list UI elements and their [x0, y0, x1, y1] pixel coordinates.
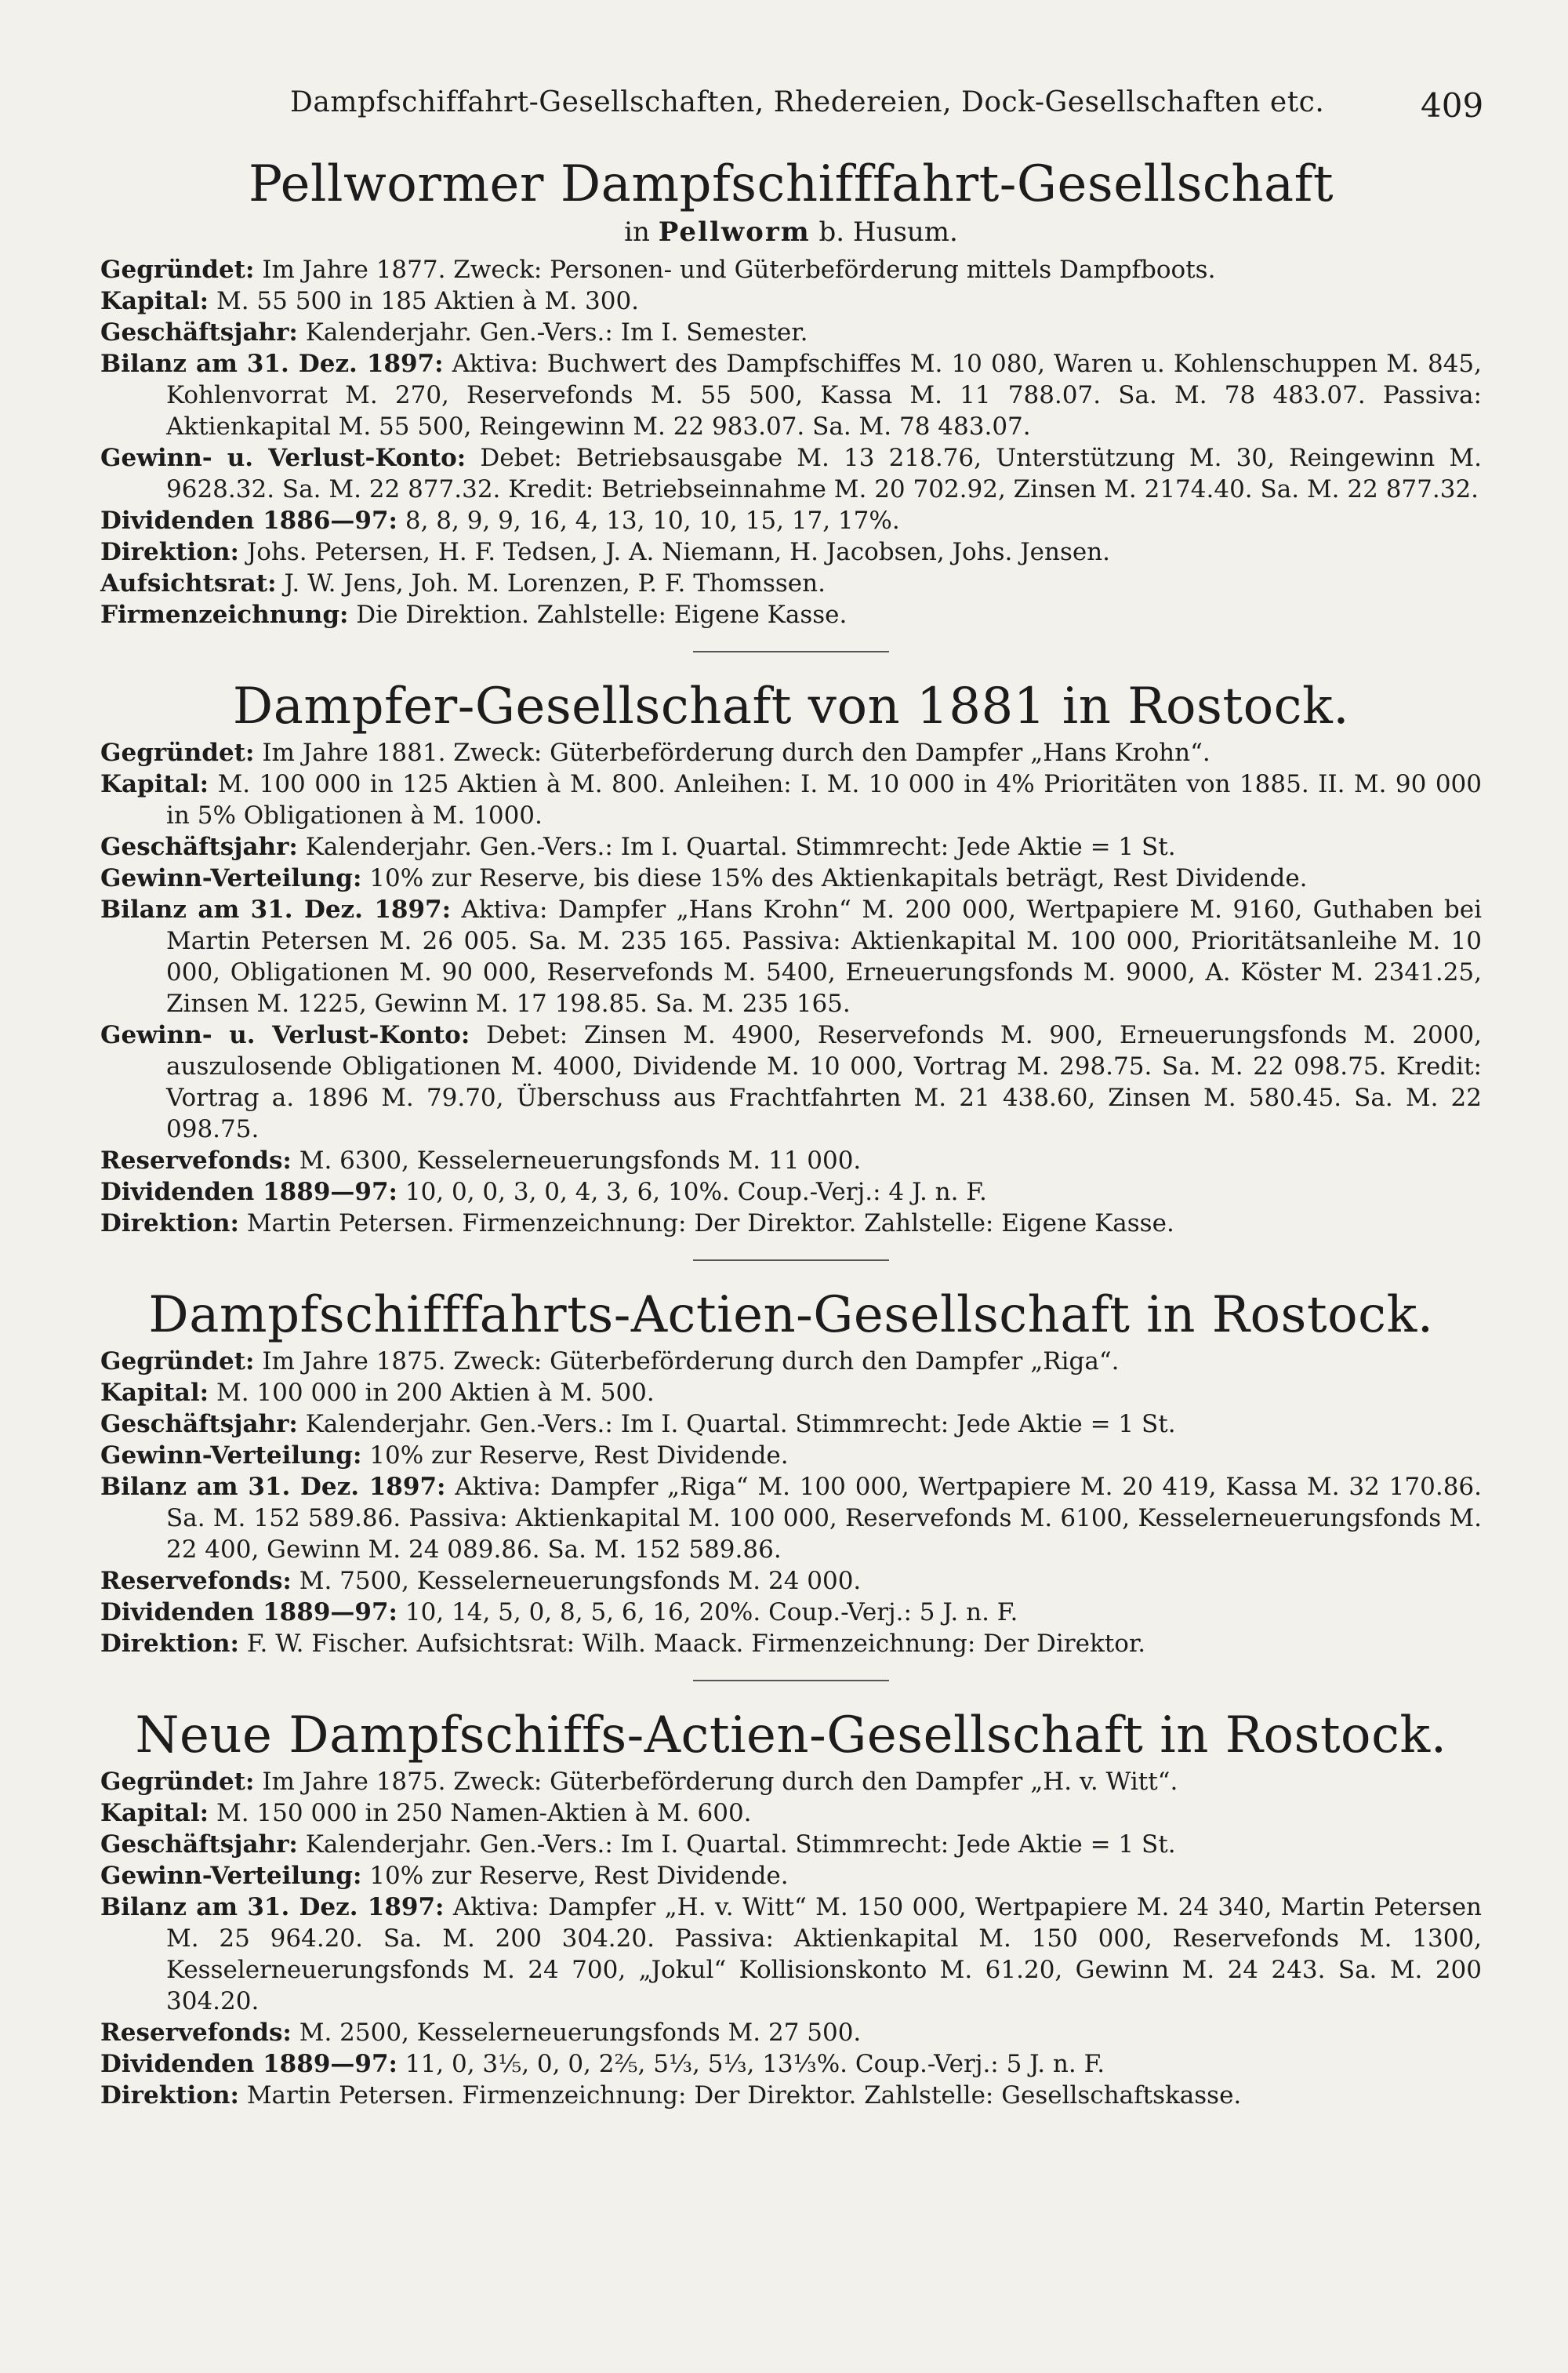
entry-text: Im Jahre 1875. Zweck: Güterbeförderung durch den Dampfer „Riga“.: [262, 1347, 1120, 1375]
company-title: Dampfschifffahrts-Actien-Gesellschaft in Rostock.: [148, 1286, 1434, 1344]
entry-fiscal-year: [100, 831, 1482, 863]
entry-founded: [100, 1766, 1482, 1797]
entry-balance: [100, 1471, 1482, 1565]
entry-label: Direktion:: [100, 538, 239, 566]
entry-founded: [100, 254, 1482, 285]
entry-dividends: [100, 505, 1482, 536]
entry-label: Firmenzeichnung:: [100, 601, 349, 629]
entry-fiscal-year: [100, 1829, 1482, 1860]
entry-label: Kapital:: [100, 1379, 209, 1407]
entry-label: Bilanz am 31. Dez. 1897:: [100, 1893, 445, 1921]
location-place: Pellworm: [658, 216, 811, 248]
section-divider: [693, 1680, 889, 1681]
entry-text: M. 2500, Kesselerneuerungsfonds M. 27 500.: [299, 2019, 862, 2047]
entry-label: Gegründet:: [100, 256, 255, 284]
company-title: Neue Dampfschiffs-Actien-Gesellschaft in Rostock.: [135, 1706, 1447, 1764]
entry-profit-loss: [100, 442, 1482, 505]
entry-fiscal-year: [100, 1408, 1482, 1440]
running-head: [0, 86, 1568, 133]
company-location: [100, 215, 1482, 249]
entry-label: Dividenden 1886—97:: [100, 507, 397, 535]
entry-profit-distribution: [100, 863, 1482, 894]
entry-label: Reservefonds:: [100, 1147, 292, 1175]
entry-text: Johs. Petersen, H. F. Tedsen, J. A. Niemann, H. Jacobsen, Johs. Jensen.: [246, 538, 1111, 566]
entry-text: 8, 8, 9, 9, 16, 4, 13, 10, 10, 15, 17, 17%.: [405, 507, 900, 535]
entry-label: Reservefonds:: [100, 2019, 292, 2047]
page-content: [100, 154, 1482, 2111]
entry-signature: [100, 599, 1482, 630]
entry-label: Geschäftsjahr:: [100, 833, 298, 861]
entry-supervisory-board: [100, 568, 1482, 599]
company-section-rostock-1875: [100, 1285, 1482, 1659]
entry-text: Kalenderjahr. Gen.-Vers.: Im I. Quartal. Stimmrecht: Jede Aktie = 1 St.: [305, 833, 1176, 861]
entry-reserve-funds: [100, 2017, 1482, 2048]
entry-text: Kalenderjahr. Gen.-Vers.: Im I. Semester.: [305, 318, 808, 347]
section-divider: [693, 1259, 889, 1261]
entry-text: 10% zur Reserve, Rest Dividende.: [369, 1862, 789, 1890]
entry-text: F. W. Fischer. Aufsichtsrat: Wilh. Maack. Firmenzeichnung: Der Direktor.: [246, 1630, 1146, 1658]
entry-label: Bilanz am 31. Dez. 1897:: [100, 896, 452, 924]
entry-text: Im Jahre 1881. Zweck: Güterbeförderung durch den Dampfer „Hans Krohn“.: [262, 739, 1210, 767]
entry-capital: [100, 1377, 1482, 1408]
entry-label: Kapital:: [100, 770, 209, 798]
running-head-title: Dampfschiffahrt-Gesellschaften, Rhedereien, Dock-Gesellschaften etc.: [290, 86, 1325, 118]
entry-text: Debet: Betriebsausgabe M. 13 218.76, Unterstützung M. 30, Reingewinn M. 9628.32. Sa. M. 22 877.32. Kredit: Betriebseinnahme M. 20 702.92, Zinsen M. 2174.40. Sa. M. 22 877.32.: [166, 444, 1482, 503]
entry-label: Bilanz am 31. Dez. 1897:: [100, 1473, 446, 1501]
entry-dividends: [100, 1597, 1482, 1628]
entry-label: Geschäftsjahr:: [100, 1410, 298, 1438]
location-suffix: b. Husum.: [818, 216, 958, 248]
entry-capital: [100, 285, 1482, 317]
entry-label: Dividenden 1889—97:: [100, 2050, 397, 2078]
entry-text: Martin Petersen. Firmenzeichnung: Der Direktor. Zahlstelle: Eigene Kasse.: [246, 1209, 1174, 1237]
entry-label: Bilanz am 31. Dez. 1897:: [100, 350, 444, 378]
entry-reserve-funds: [100, 1145, 1482, 1176]
entry-label: Geschäftsjahr:: [100, 1830, 298, 1859]
entry-capital: [100, 1797, 1482, 1829]
entry-board: [100, 1628, 1482, 1659]
entry-label: Kapital:: [100, 287, 209, 315]
company-section-pellworm: [100, 154, 1482, 630]
entry-text: 10, 0, 0, 3, 0, 4, 3, 6, 10%. Coup.-Verj.: 4 J. n. F.: [405, 1178, 987, 1206]
entry-label: Dividenden 1889—97:: [100, 1178, 397, 1206]
entry-label: Kapital:: [100, 1799, 209, 1827]
entry-text: M. 7500, Kesselerneuerungsfonds M. 24 000.: [299, 1567, 862, 1595]
entry-founded: [100, 737, 1482, 769]
entry-label: Gegründet:: [100, 1347, 255, 1375]
entry-founded: [100, 1346, 1482, 1377]
entry-label: Geschäftsjahr:: [100, 318, 298, 347]
entry-board: [100, 2080, 1482, 2111]
entry-text: 10, 14, 5, 0, 8, 5, 6, 16, 20%. Coup.-Verj.: 5 J. n. F.: [405, 1598, 1018, 1626]
entry-text: M. 150 000 in 250 Namen-Aktien à M. 600.: [216, 1799, 752, 1827]
entry-label: Direktion:: [100, 1630, 239, 1658]
location-prefix: in: [624, 216, 650, 248]
company-title: Pellwormer Dampfschifffahrt-Gesellschaft: [248, 155, 1334, 213]
entry-balance: [100, 894, 1482, 1019]
section-divider: [693, 651, 889, 652]
entry-dividends: [100, 1176, 1482, 1208]
entry-text: M. 6300, Kesselerneuerungsfonds M. 11 000.: [299, 1147, 862, 1175]
entry-text: Aktiva: Buchwert des Dampfschiffes M. 10 080, Waren u. Kohlenschuppen M. 845, Kohlenvorrat M. 270, Reservefonds M. 55 500, Kassa M. 11 788.07. Sa. M. 78 483.07. Passiva: Aktienkapital M. 55 500, Reingewinn M. 22 983.07. Sa. M. 78 483.07.: [166, 350, 1482, 441]
entry-text: Kalenderjahr. Gen.-Vers.: Im I. Quartal. Stimmrecht: Jede Aktie = 1 St.: [305, 1830, 1176, 1859]
entry-dividends: [100, 2048, 1482, 2080]
entry-label: Gegründet:: [100, 1768, 255, 1796]
entry-label: Reservefonds:: [100, 1567, 292, 1595]
entry-text: M. 100 000 in 200 Aktien à M. 500.: [216, 1379, 655, 1407]
entry-label: Direktion:: [100, 2081, 239, 2110]
entry-text: Im Jahre 1875. Zweck: Güterbeförderung durch den Dampfer „H. v. Witt“.: [262, 1768, 1178, 1796]
entry-profit-loss: [100, 1019, 1482, 1145]
entry-text: Martin Petersen. Firmenzeichnung: Der Direktor. Zahlstelle: Gesellschaftskasse.: [246, 2081, 1242, 2110]
entry-profit-distribution: [100, 1860, 1482, 1891]
entry-board: [100, 536, 1482, 568]
page-number: 409: [1421, 86, 1484, 125]
entry-text: 10% zur Reserve, bis diese 15% des Aktienkapitals beträgt, Rest Dividende.: [369, 864, 1308, 892]
company-title: Dampfer-Gesellschaft von 1881 in Rostock.: [232, 678, 1350, 736]
entry-text: J. W. Jens, Joh. M. Lorenzen, P. F. Thomssen.: [284, 569, 826, 598]
entry-text: Im Jahre 1877. Zweck: Personen- und Güterbeförderung mittels Dampfboots.: [262, 256, 1216, 284]
entry-board: [100, 1208, 1482, 1239]
entry-text: Kalenderjahr. Gen.-Vers.: Im I. Quartal. Stimmrecht: Jede Aktie = 1 St.: [305, 1410, 1176, 1438]
entry-text: Aktiva: Dampfer „H. v. Witt“ M. 150 000, Wertpapiere M. 24 340, Martin Petersen M. 25 964.20. Sa. M. 200 304.20. Passiva: Aktienkapital M. 150 000, Reservefonds M. 1300, Kesselerneuerungsfonds M. 24 700, „Jokul“ Kollisionskonto M. 61.20, Gewinn M. 24 243. Sa. M. 200 304.20.: [166, 1893, 1483, 2015]
entry-balance: [100, 348, 1482, 442]
entry-label: Gewinn-Verteilung:: [100, 1441, 362, 1470]
entry-label: Gewinn-Verteilung:: [100, 864, 362, 892]
entry-text: Die Direktion. Zahlstelle: Eigene Kasse.: [356, 601, 848, 629]
entry-text: Aktiva: Dampfer „Riga“ M. 100 000, Wertpapiere M. 20 419, Kassa M. 32 170.86. Sa. M. 152 589.86. Passiva: Aktienkapital M. 100 000, Reservefonds M. 6100, Kesselerneuerungsfonds M. 22 400, Gewinn M. 24 089.86. Sa. M. 152 589.86.: [166, 1473, 1482, 1564]
company-section-neue-rostock: [100, 1705, 1482, 2111]
entry-text: Debet: Zinsen M. 4900, Reservefonds M. 900, Erneuerungsfonds M. 2000, auszulosende Obligationen M. 4000, Dividende M. 10 000, Vortrag M. 298.75. Sa. M. 22 098.75. Kredit: Vortrag a. 1896 M. 79.70, Überschuss aus Frachtfahrten M. 21 438.60, Zinsen M. 580.45. Sa. M. 22 098.75.: [166, 1021, 1483, 1143]
entry-label: Dividenden 1889—97:: [100, 1598, 397, 1626]
entry-text: 10% zur Reserve, Rest Dividende.: [369, 1441, 789, 1470]
entry-text: Aktiva: Dampfer „Hans Krohn“ M. 200 000, Wertpapiere M. 9160, Guthaben bei Martin Petersen M. 26 005. Sa. M. 235 165. Passiva: Aktienkapital M. 100 000, Prioritätsanleihe M. 10 000, Obligationen M. 90 000, Reservefonds M. 5400, Erneuerungsfonds M. 9000, A. Köster M. 2341.25, Zinsen M. 1225, Gewinn M. 17 198.85. Sa. M. 235 165.: [166, 896, 1482, 1018]
entry-balance: [100, 1891, 1482, 2017]
entry-fiscal-year: [100, 317, 1482, 348]
company-section-rostock-1881: [100, 676, 1482, 1239]
entry-reserve-funds: [100, 1565, 1482, 1597]
entry-text: M. 100 000 in 125 Aktien à M. 800. Anleihen: I. M. 10 000 in 4% Prioritäten von 1885. II. M. 90 000 in 5% Obligationen à M. 1000.: [166, 770, 1482, 830]
entry-label: Gewinn-Verteilung:: [100, 1862, 362, 1890]
entry-text: M. 55 500 in 185 Aktien à M. 300.: [216, 287, 640, 315]
entry-text: 11, 0, 3⅕, 0, 0, 2⅖, 5⅓, 5⅓, 13⅓%. Coup.-Verj.: 5 J. n. F.: [405, 2050, 1105, 2078]
entry-label: Aufsichtsrat:: [100, 569, 277, 598]
entry-profit-distribution: [100, 1440, 1482, 1471]
entry-label: Gewinn- u. Verlust-Konto:: [100, 444, 466, 472]
entry-label: Direktion:: [100, 1209, 239, 1237]
entry-capital: [100, 769, 1482, 831]
entry-label: Gegründet:: [100, 739, 255, 767]
entry-label: Gewinn- u. Verlust-Konto:: [100, 1021, 470, 1049]
